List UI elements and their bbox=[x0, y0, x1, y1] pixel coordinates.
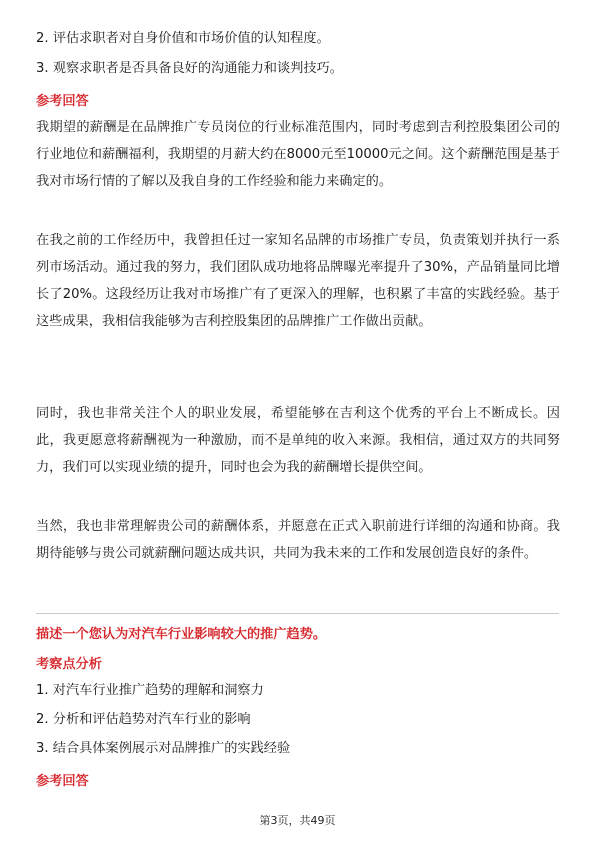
analysis-item-3: 3. 结合具体案例展示对品牌推广的实践经验 bbox=[36, 741, 291, 756]
answer-heading: 参考回答 bbox=[36, 94, 89, 109]
analysis-heading: 考察点分析 bbox=[36, 657, 102, 672]
section-divider bbox=[36, 613, 559, 614]
top-list-item-2: 2. 评估求职者对自身价值和市场价值的认知程度。 bbox=[36, 31, 330, 46]
analysis-item-2: 2. 分析和评估趋势对汽车行业的影响 bbox=[36, 712, 251, 727]
answer-paragraph-salary: 我期望的薪酬是在品牌推广专员岗位的行业标准范围内，同时考虑到吉利控股集团公司的行业地位和薪酬福利，我期望的月薪大约在8000元至10000元之间。这个薪酬范围是基于我对市场行情的了解以及我自身的工作经验和能力来确定的。 bbox=[36, 120, 560, 189]
answer-paragraph-development: 同时，我也非常关注个人的职业发展，希望能够在吉利这个优秀的平台上不断成长。因此，我更愿意将薪酬视为一种激励，而不是单纯的收入来源。我相信，通过双方的共同努力，我们可以实现业绩的提升，同时也会为我的薪酬增长提供空间。 bbox=[36, 406, 560, 475]
answer-paragraph-experience: 在我之前的工作经历中，我曾担任过一家知名品牌的市场推广专员，负责策划并执行一系列市场活动。通过我的努力，我们团队成功地将品牌曝光率提升了30%，产品销量同比增长了20%。这段经历让我对市场推广有了更深入的理解，也积累了丰富的实践经验。基于这些成果，我相信我能够为吉利控股集团的品牌推广工作做出贡献。 bbox=[36, 233, 560, 329]
answer-paragraph-negotiation: 当然，我也非常理解贵公司的薪酬体系，并愿意在正式入职前进行详细的沟通和协商。我期待能够与贵公司就薪酬问题达成共识，共同为我未来的工作和发展创造良好的条件。 bbox=[36, 519, 560, 561]
analysis-item-1: 1. 对汽车行业推广趋势的理解和洞察力 bbox=[36, 683, 264, 698]
top-list-item-3: 3. 观察求职者是否具备良好的沟通能力和谈判技巧。 bbox=[36, 61, 343, 76]
answer-heading-2: 参考回答 bbox=[36, 774, 89, 789]
page-footer: 第3页，共49页 bbox=[259, 814, 336, 827]
question-title: 描述一个您认为对汽车行业影响较大的推广趋势。 bbox=[36, 627, 327, 642]
